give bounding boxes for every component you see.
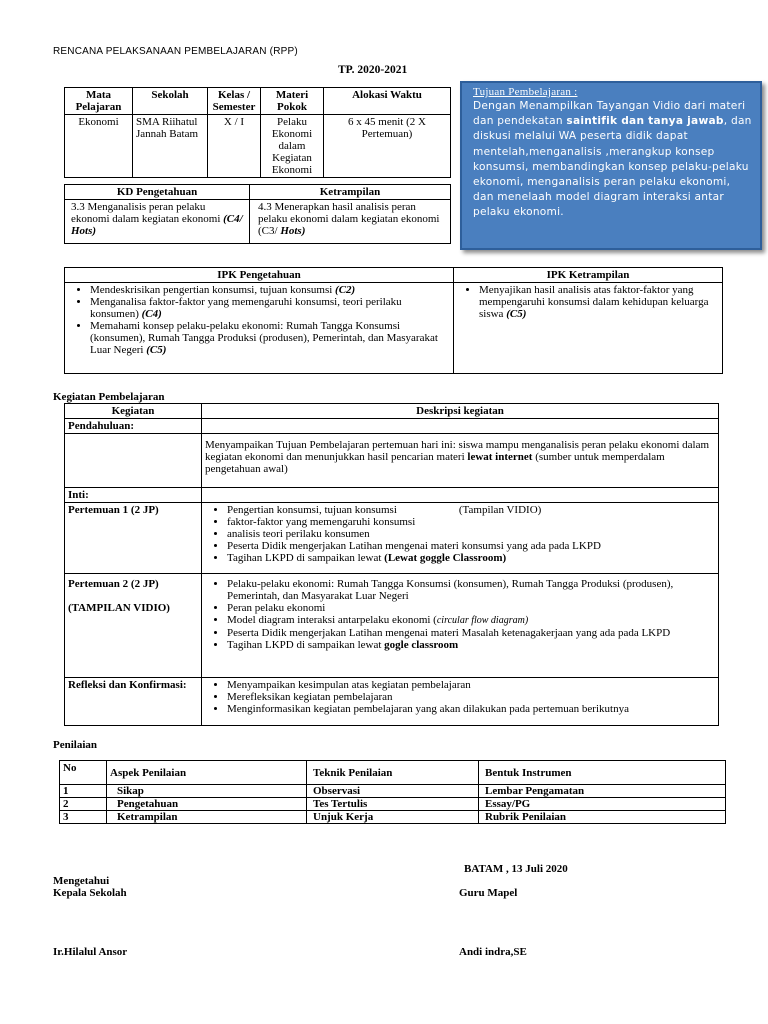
penilaian-bentuk: Rubrik Penilaian xyxy=(479,811,726,824)
refleksi-label: Refleksi dan Konfirmasi: xyxy=(65,678,202,726)
list-item: • Pelaku-pelaku ekonomi: Rumah Tangga Konsumsi (konsumen), Rumah Tangga Produksi (produsen), Pemerintah, dan Masyarakat Luar Negeri xyxy=(227,578,715,602)
list-item: • Peran pelaku ekonomi xyxy=(227,602,715,614)
ipk-header-pengetahuan: IPK Pengetahuan xyxy=(65,268,454,283)
tujuan-pembelajaran-box xyxy=(460,81,762,250)
table-row xyxy=(60,811,726,824)
penilaian-bentuk: Lembar Pengamatan xyxy=(479,785,726,798)
identity-table xyxy=(64,87,451,178)
kd-header-ketrampilan: Ketrampilan xyxy=(250,185,451,200)
list-item: • Tagihan LKPD di sampaikan lewat (Lewat goggle Classroom) xyxy=(227,552,715,564)
tujuan-title: Tujuan Pembelajaran : xyxy=(473,86,578,98)
penilaian-aspek: Ketrampilan xyxy=(107,811,307,824)
pertemuan-2-label: Pertemuan 2 (2 JP) (TAMPILAN VIDIO) xyxy=(65,574,202,678)
inti-spacer xyxy=(202,488,719,503)
list-item: • Menyampaikan kesimpulan atas kegiatan pembelajaran xyxy=(227,679,715,691)
pendahuluan-label: Pendahuluan: xyxy=(65,419,202,434)
penilaian-teknik: Unjuk Kerja xyxy=(307,811,479,824)
list-item: • Peserta Didik mengerjakan Latihan mengenai materi konsumsi yang ada pada LKPD xyxy=(227,540,715,552)
list-item: • Memahami konsep pelaku-pelaku ekonomi: Rumah Tangga Konsumsi (konsumen), Rumah Tangga Produksi (produsen), Pemerintah, dan Masyarakat Luar Negeri (C5) xyxy=(90,320,450,356)
kd-header-pengetahuan: KD Pengetahuan xyxy=(65,185,250,200)
pendahuluan-empty xyxy=(65,434,202,488)
kepala-sekolah-label: Kepala Sekolah xyxy=(53,887,127,899)
penilaian-header-no: No xyxy=(60,761,107,785)
list-item: • Model diagram interaksi antarpelaku ekonomi (circular flow diagram) xyxy=(227,614,715,627)
penilaian-table xyxy=(59,760,726,824)
penilaian-header-teknik: Teknik Penilaian xyxy=(307,761,479,785)
cell-mapel: Ekonomi xyxy=(65,115,133,178)
cell-kelas: X / I xyxy=(208,115,261,178)
list-item: • Mendeskrisikan pengertian konsumsi, tujuan konsumsi (C2) xyxy=(90,284,450,296)
kd-table xyxy=(64,184,451,244)
cell-materi: Pelaku Ekonomi dalam Kegiatan Ekonomi xyxy=(261,115,324,178)
ipk-pengetahuan-list xyxy=(65,283,454,374)
list-item: • analisis teori perilaku konsumen xyxy=(227,528,715,540)
pertemuan-1-label: Pertemuan 1 (2 JP) xyxy=(65,503,202,574)
list-item: • Menginformasikan kegiatan pembelajaran yang akan dilakukan pada pertemuan berikutnya xyxy=(227,703,715,715)
ipk-ketrampilan-list xyxy=(454,283,723,374)
refleksi-list xyxy=(202,678,719,726)
kegiatan-header-kegiatan: Kegiatan xyxy=(65,404,202,419)
pendahuluan-spacer xyxy=(202,419,719,434)
guru-mapel-label: Guru Mapel xyxy=(459,887,518,899)
academic-year: TP. 2020-2021 xyxy=(338,64,408,76)
penilaian-teknik: Observasi xyxy=(307,785,479,798)
guru-mapel-name: Andi indra,SE xyxy=(459,946,527,958)
header-kelas: Kelas / Semester xyxy=(208,88,261,115)
place-date: BATAM , 13 Juli 2020 xyxy=(464,863,568,875)
penilaian-section-title: Penilaian xyxy=(53,739,98,751)
list-item: • faktor-faktor yang memengaruhi konsumsi xyxy=(227,516,715,528)
penilaian-teknik: Tes Tertulis xyxy=(307,798,479,811)
document-title: RENCANA PELAKSANAAN PEMBELAJARAN (RPP) xyxy=(53,46,298,57)
penilaian-header-bentuk: Bentuk Instrumen xyxy=(479,761,726,785)
cell-sekolah: SMA Riihatul Jannah Batam xyxy=(133,115,208,178)
table-row xyxy=(60,798,726,811)
penilaian-aspek: Pengetahuan xyxy=(107,798,307,811)
kd-pengetahuan-cell: 3.3 Menganalisis peran pelaku ekonomi dalam kegiatan ekonomi (C4/ Hots) xyxy=(65,200,250,244)
list-item: • Tagihan LKPD di sampaikan lewat gogle classroom xyxy=(227,639,715,651)
pertemuan-1-list xyxy=(202,503,719,574)
table-row xyxy=(60,785,726,798)
header-alokasi: Alokasi Waktu xyxy=(324,88,451,115)
list-item: • Pengertian konsumsi, tujuan konsumsi (Tampilan VIDIO) xyxy=(227,504,715,516)
list-item: • Menganalisa faktor-faktor yang memengaruhi konsumsi, teori perilaku konsumen) (C4) xyxy=(90,296,450,320)
pertemuan-2-note: (TAMPILAN VIDIO) xyxy=(68,602,170,614)
list-item: • Menyajikan hasil analisis atas faktor-faktor yang mempengaruhi konsumsi dalam kehidupan keluarga siswa (C5) xyxy=(479,284,719,320)
inti-label: Inti: xyxy=(65,488,202,503)
ipk-table xyxy=(64,267,723,374)
cell-alokasi: 6 x 45 menit (2 X Pertemuan) xyxy=(324,115,451,178)
penilaian-no: 1 xyxy=(60,785,107,798)
pertemuan-2-list xyxy=(202,574,719,678)
pendahuluan-text: Menyampaikan Tujuan Pembelajaran pertemuan hari ini: siswa mampu menganalisis peran pelaku ekonomi dalam kegiatan ekonomi dan menunjukkan hasil pencarian materi lewat internet (sumber untuk memperdalam pengetahuan awal) xyxy=(202,434,719,488)
header-mapel: Mata Pelajaran xyxy=(65,88,133,115)
penilaian-aspek: Sikap xyxy=(107,785,307,798)
kegiatan-table xyxy=(64,403,719,726)
penilaian-no: 3 xyxy=(60,811,107,824)
kd-ketrampilan-cell: 4.3 Menerapkan hasil analisis peran pelaku ekonomi dalam kegiatan ekonomi (C3/ Hots) xyxy=(250,200,451,244)
penilaian-no: 2 xyxy=(60,798,107,811)
kegiatan-section-title: Kegiatan Pembelajaran xyxy=(53,391,165,403)
kegiatan-header-deskripsi: Deskripsi kegiatan xyxy=(202,404,719,419)
mengetahui-label: Mengetahui xyxy=(53,875,110,887)
tujuan-text: Dengan Menampilkan Tayangan Vidio dari materi dan pendekatan saintifik dan tanya jawab, dan diskusi melalui WA peserta didik dapat mentelah,menganalisis ,merangkup konsep konsumsi, membandingkan konsep pelaku-pelaku ekonomi, menganalisis peran pelaku ekonomi, dan menelaah model diagram interaksi antar pelaku ekonomi. xyxy=(473,100,752,219)
penilaian-bentuk: Essay/PG xyxy=(479,798,726,811)
ipk-header-ketrampilan: IPK Ketrampilan xyxy=(454,268,723,283)
kepala-sekolah-name: Ir.Hilalul Ansor xyxy=(53,946,128,958)
list-item: • Peserta Didik mengerjakan Latihan mengenai materi Masalah ketenagakerjaan yang ada pada LKPD xyxy=(227,627,715,639)
list-item: • Merefleksikan kegiatan pembelajaran xyxy=(227,691,715,703)
header-sekolah: Sekolah xyxy=(133,88,208,115)
header-materi: Materi Pokok xyxy=(261,88,324,115)
penilaian-header-aspek: Aspek Penilaian xyxy=(107,761,307,785)
